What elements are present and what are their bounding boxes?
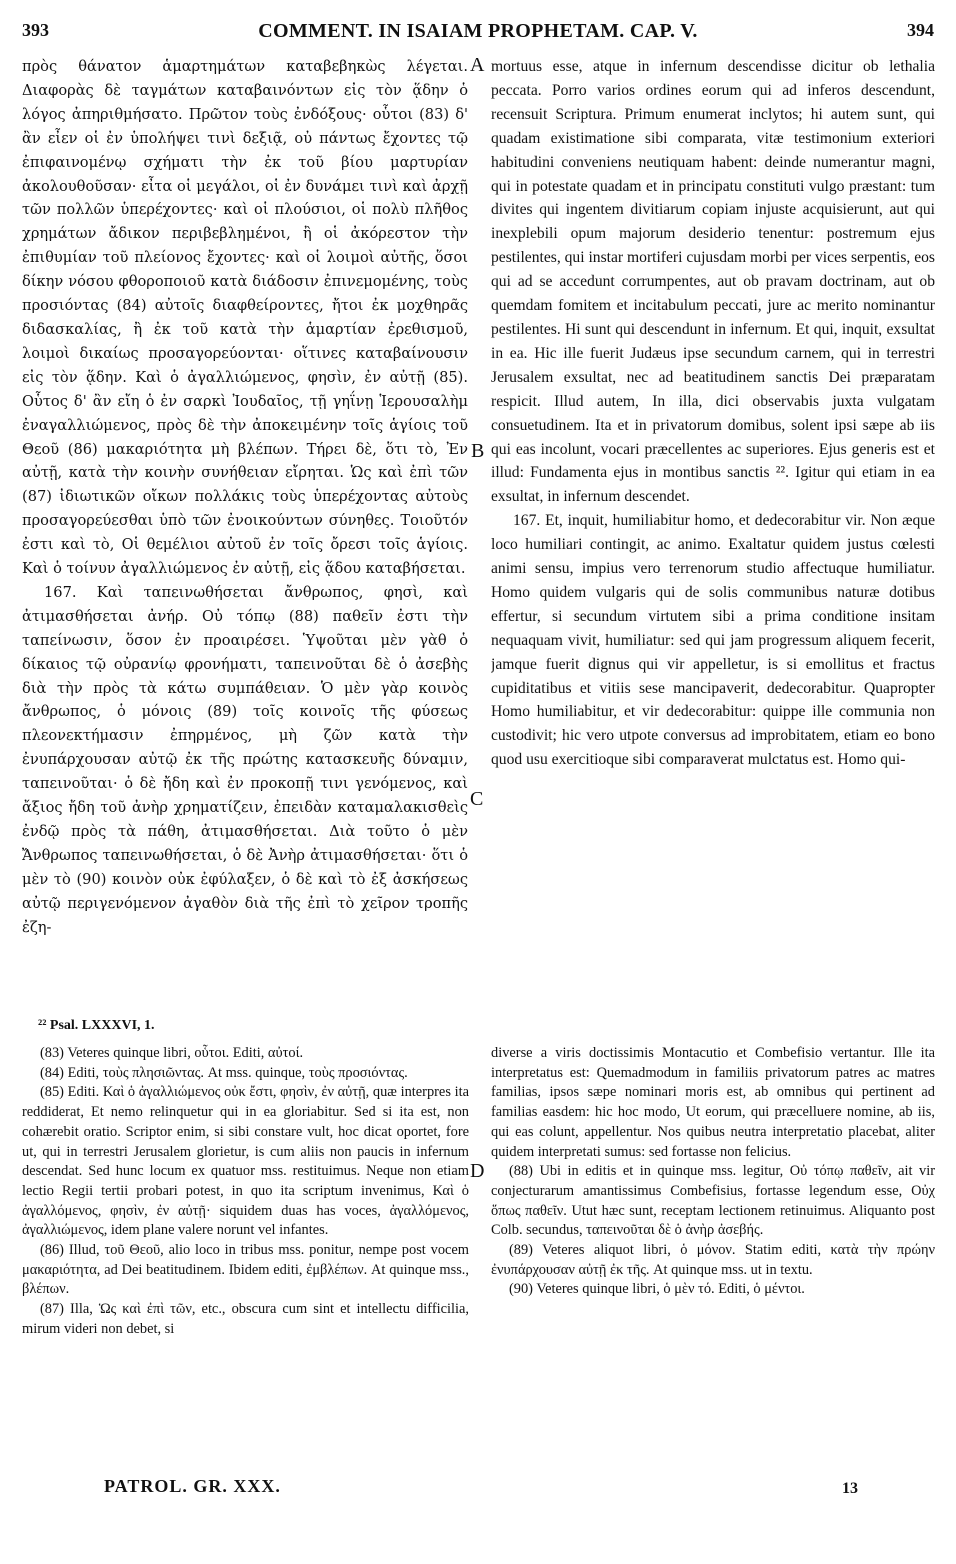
page-header	[22, 20, 934, 44]
footer-signature-number: 13	[842, 1480, 858, 1497]
note-83: (83) Veteres quinque libri, οὗτοι. Editi, αὐτοί.	[40, 1045, 304, 1061]
note-90: (90) Veteres quinque libri, ὁ μὲν τό. Editi, ὁ μέντοι.	[509, 1281, 805, 1298]
latin-paragraph: 167. Et, inquit, humiliabitur homo, et dedecorabitur vir. Non æque loco humiliari contingit, ac animo. Exaltatur quidem justus cœlesti animi sensu, impius vero terrenorum studio affectuque humiliatur. Homo quidem vulgaris qui de solis communibus naturæ dotibus effertur, si secundum virtutem sibi a prima conditione insitam nequaquam vivit, humiliatur: sed qui jam progressum aliquem fecerit, jamque fuerit dignus qui vir appelletur, is si emollitus et fractus cupiditatibus et vitiis sese mancipaverit, dedecorabitur. Quapropter Homo humiliabitur, et vir dedecorabitur: quippe ille communia non custodivit; hic vero utpote conversus ad improbitatem, etiam eo bono quod usu exercitioque sibi comparaverat mulctatus est. Homo qui-	[491, 512, 935, 769]
section-marker-b: B	[471, 440, 485, 462]
section-marker-d: D	[470, 1160, 485, 1182]
running-title: COMMENT. IN ISAIAM PROPHETAM. CAP. V.	[258, 20, 698, 42]
note-85: (85) Editi. Καὶ ὁ ἀγαλλιώμενος οὐκ ἔστι, φησὶν, ἐν αὐτῇ, quæ interpres ita reddiderat, Et nemo relinquetur qui in ea gloriabitur. Sed si ita est, non cohærebit oratio. Scriptor enim, si sibi constare vult, hoc dicat oportet, fore ut, qui in terrestri Jerusalem glorietur, is cum aliis non paucis in infernum descendat. Sed hunc locum ex quatuor mss. restituimus. Neque non etiam lectio Regii tertii probari potest, in quo ita scriptum invenimus, Καὶ ὁ ἀγαλλόμενος, φησὶν, ἐν αὐτῇ· siquidem duas has voces, ἀγαλλόμενος, ἀγαλλιώμενος, idem plane valere norunt vel infantes.	[22, 1084, 469, 1239]
section-marker-c: C	[470, 788, 484, 810]
note-84: (84) Editi, τοὺς πλησιῶντας. At mss. quinque, τοὺς προσιόντας.	[40, 1064, 408, 1081]
note-87: (87) Illa, Ὡς καὶ ἐπὶ τῶν, etc., obscura cum sint et intellectu difficilia, mirum videri non debet, si	[22, 1301, 469, 1337]
greek-paragraph: 167. Καὶ ταπεινωθήσεται ἄνθρωπος, φησὶ, καὶ ἀτιμασθήσεται ἀνήρ. Οὐ τόπῳ (88) παθεῖν ἐστι τὴν ταπείνωσιν, ὅσον ἐν προαιρέσει. Ὑψοῦται μὲν γὰθ ὁ δίκαιος τῷ οὐρανίῳ φρονήματι, ταπεινοῦται δὲ ὁ ἀσεβὴς διὰ τὴν πρὸς τὰ κάτω συμπάθειαν. Ὁ μὲν γὰρ κοινὸς ἄνθρωπος, ὁ μόνοις (89) τοῖς κοινοῖς τῆς φύσεως πλεονεκτήμασιν ἐπηρμένος, μὴ ζῶν κατὰ τὴν ἐνυπάρχουσαν αὐτῷ ἐκ τῆς πρώτης κατασκευῆς δύναμιν, ταπεινοῦται· ὁ δὲ ἤδη καὶ ἐν προκοπῇ τινι γενόμενος, καὶ ἄξιος ἤδη τοῦ ἀνὴρ χρηματίζειν, ἐπειδὰν καταμαλακισθεὶς ἐνδῷ πρὸς τὰ πάθη, ἀτιμασθήσεται. Διὰ τοῦτο ὁ μὲν Ἄνθρωπος ταπεινωθήσεται, ὁ δὲ Ἀνὴρ ἀτιμασθήσεται· ὅτι ὁ μὲν τὸ (90) κοινὸν οὐκ ἐφύλαξεν, ὁ δὲ καὶ τὸ ἐξ ἀσκήσεως αὐτῷ περιγενόμενον ἀγαθὸν διὰ τῆς ἐπὶ τὸ χεῖρον τροπῆς ἐζη-	[22, 583, 468, 936]
notes-right-column	[491, 1044, 935, 1469]
note-89: (89) Veteres aliquot libri, ὁ μόνον. Statim editi, κατὰ τὴν πρώην ἐνυπάρχουσαν αὐτῇ ἐκ τῆς. At quinque mss. ut in textu.	[491, 1242, 935, 1278]
latin-paragraph: mortuus esse, atque in infernum descendisse dicitur ob lethalia peccata. Porro varios ordines eorum qui ad inferos descendunt, recensuit Scriptura. Primum enumerat inclytos; hi autem sunt, qui quadam existimatione sibi comparata, vitæ testimonium exteriori habitudini conveniens neutiquam habent: deinde numerantur magni, qui in potestate quadam et in principatu constituti vulgo præstant: tum divites qui ingentem divitiarum copiam injuste acquisierunt, aut qui inexplebili opum majorum desiderio tenentur: postremum ejus pestilentes, qui instar mortiferi cujusdam morbi per vices serpentis, eos qui ad se accedunt corrumpentes, aut ob pravam doctrinam, aut ob quemdam fomitem et incitabulum peccati, jure ac merito nominantur pestilentes. Hi sunt qui descendunt in infernum. Et qui, inquit, exsultat in ea. Hic ille fuerit Judæus ipse secundum carnem, qui in terrestri Jerusalem exsultat, nec ad beatitudinem sanctis Dei præparatam respicit. Illud autem, In illa, dici observabis juxta vulgatam consuetudinem. Ita et in privatorum domibus, solent ipsi sæpe ab iis qui eas incolunt, vocari præcellentes ac superiores. Ejus generis est et illud: Fundamenta ejus in montibus sanctis ²². Igitur qui etiam in ea exsultat, in infernum descendet.	[491, 58, 935, 506]
note-88: (88) Ubi in editis et in quinque mss. legitur, Οὐ τόπῳ παθεῖν, ait vir conjecturarum amantissimus Combefisius, fortasse legendum esse, Οὐχ ὅπως παθεῖν. Utut hæc sunt, receptam lectionem retinuimus. Aliquanto post Colb. secundus, ταπεινοῦται δὲ ὁ ἀνὴρ ἀσεβής.	[491, 1163, 935, 1239]
page-number-right: 394	[907, 20, 934, 40]
scripture-footnote: ²² Psal. LXXXVI, 1.	[38, 1018, 155, 1033]
note-86: (86) Illud, τοῦ Θεοῦ, alio loco in tribus mss. ponitur, nempe post vocem μακαριότητα, ad Dei beatitudinem. Ibidem editi, ἐμβλέπων. At quinque mss., βλέπων.	[22, 1242, 469, 1298]
greek-paragraph: πρὸς θάνατον ἁμαρτημάτων καταβεβηκὼς λέγεται. Διαφορὰς δὲ ταγμάτων καταβαινόντων εἰς τὸν ᾅδην ὁ λόγος ἀπηριθμήσατο. Πρῶτον τοὺς ἐνδόξους· οὗτοι (83) δ' ἂν εἶεν οἱ ἐν ὑπολήψει τινὶ δεξιᾷ, οὐ πάντως ἔχοντες τῷ ἐπιφαινομένῳ σχήματι τὴν ἐκ τοῦ βίου μαρτυρίαν ἀκολουθοῦσαν· εἶτα οἱ μεγάλοι, οἱ ἐν δυνάμει τινὶ καὶ ἀρχῇ τῶν πολλῶν ὑπερέχοντες· καὶ οἱ πλούσιοι, οἱ πολὺ πλῆθος χρημάτων ἄδικον περιβεβλημένοι, ἢ οἱ ἀκόρεστον τὴν ἐπιθυμίαν τοῦ πλείονος ἔχοντες· καὶ οἱ λοιμοὶ αὐτῆς, ὅσοι δίκην νόσου φθοροποιοῦ κατὰ διάδοσιν ἐπινεμομένης, τοὺς προσιόντας (84) αὐτοῖς διαφθείροντες, ἤτοι ἐκ μοχθηρᾶς διδασκαλίας, ἢ ἐκ τοῦ κατὰ τὴν ἁμαρτίαν ἐρεθισμοῦ, λοιμοὶ δικαίως προσαγορεύονται· οἵτινες καταβαίνουσιν εἰς τὸν ᾅδην. Καὶ ὁ ἀγαλλιώμενος, φησὶν, ἐν αὐτῇ (85). Οὗτος δ' ἂν εἴη ὁ ἐν σαρκὶ Ἰουδαῖος, τῇ γηΐνῃ Ἱερουσαλὴμ ἐναγαλλιώμενος, πρὸς δὲ τὴν ἀποκειμένην τοῖς ἁγίοις τοῦ Θεοῦ (86) μακαριότητα μὴ βλέπων. Τήρει δὲ, ὅτι τὸ, Ἐν αὐτῇ, κατὰ τὴν κοινὴν συνήθειαν εἴρηται. Ὡς καὶ ἐπὶ τῶν (87) ἰδιωτικῶν οἴκων πολλάκις τοὺς ὑπερέχοντας αὐτοὺς προσαγορεύεσθαι ὑπὸ τῶν ἐνοικούντων σύνηθες. Τοιοῦτόν ἐστι καὶ τὸ, Οἱ θεμέλιοι αὐτοῦ ἐν τοῖς ὄρεσι τοῖς ἁγίοις. Καὶ ὁ τοίνυν ἀγαλλιώμενος ἐν αὐτῇ, εἰς ᾅδου καταβήσεται.	[22, 58, 468, 578]
latin-text-column	[491, 55, 935, 1010]
section-marker-a: A	[470, 54, 485, 76]
page-number-left: 393	[22, 20, 49, 40]
footer-series-label: PATROL. GR. XXX.	[104, 1476, 281, 1496]
notes-left-column	[22, 1044, 469, 1469]
note-87-continued: diverse a viris doctissimis Montacutio et Combefisio vertantur. Ille ita interpretatus est: Quemadmodum in familiis privatorum patres ac matres familias, ipsos sæpe nominari moris est, ab omnibus qui pertinent ad familias easdem: hic hoc modo, Ut eorum, qui præcelluere nomine, ab iis, qui eas colunt, appellentur. Nos quibus neutra interpretatio placebat, aliter quidem interpretati sumus: sed fortasse non felicius.	[491, 1045, 935, 1160]
greek-text-column	[22, 55, 468, 1010]
